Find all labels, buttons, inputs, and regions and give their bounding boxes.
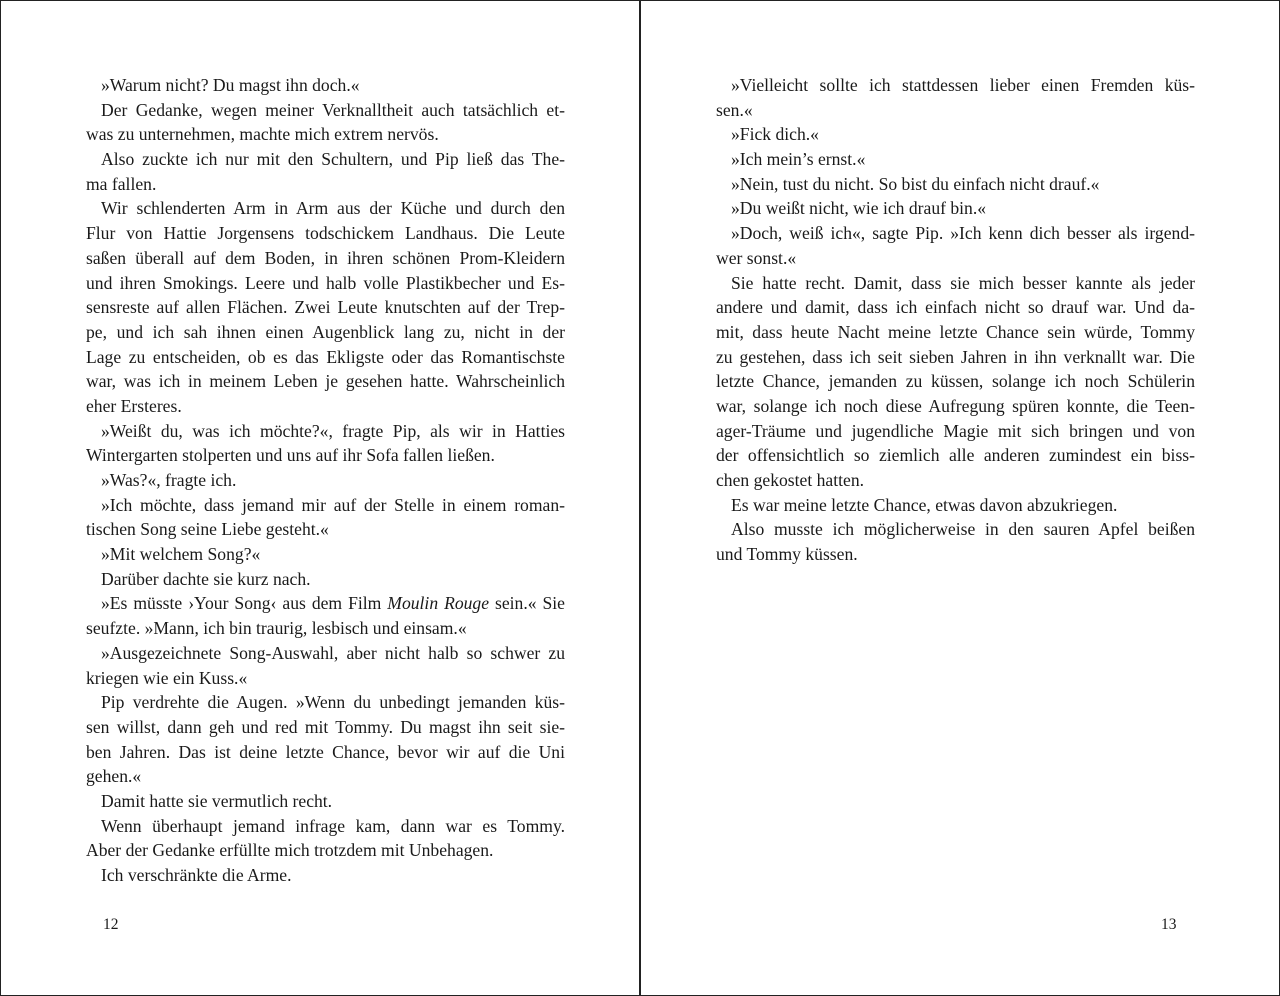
- text-line: »Mit welchem Song?«: [101, 544, 261, 565]
- text-line: »Was?«, fragte ich.: [101, 470, 237, 490]
- text-line: »Ich möchte, dass jemand mir auf der Stelle in einem roman-: [101, 494, 565, 515]
- text-line: ma fallen.: [86, 173, 157, 194]
- text-line: »Warum nicht? Du magst ihn doch.«: [101, 75, 360, 95]
- text-line: pe, und ich sah ihnen einen Augenblick lang zu, nicht in der: [86, 321, 565, 342]
- text-line: »Ich mein’s ernst.«: [731, 149, 866, 170]
- text-line: Flur von Hattie Jorgensens todschickem Landhaus. Die Leute: [86, 223, 565, 244]
- text-line: Damit hatte sie vermutlich recht.: [101, 790, 333, 811]
- text-line: Wir schlenderten Arm in Arm aus der Küche und durch den: [101, 198, 565, 219]
- text-line: wer sonst.«: [716, 247, 797, 268]
- text-line: sen.«: [716, 99, 753, 120]
- text-line: Also musste ich möglicherweise in den sauren Apfel beißen: [731, 519, 1195, 540]
- left-page-text: [86, 73, 565, 888]
- film-title-italic: Moulin Rouge: [387, 593, 490, 614]
- text-line: war, was ich in meinem Leben je gesehen hatte. Wahrscheinlich: [86, 371, 565, 392]
- left-page-number: 12: [103, 916, 119, 933]
- text-line: ager-Träume und jugendliche Magie mit sich bringen und von: [716, 420, 1195, 441]
- text-line: und ihren Smokings. Leere und halb volle Plastikbecher und Es-: [86, 272, 565, 293]
- text-line: sensreste auf allen Flächen. Zwei Leute knutschten auf der Trep-: [86, 297, 565, 318]
- text-line: »Fick dich.«: [731, 124, 819, 145]
- text-line: »Vielleicht sollte ich stattdessen lieber einen Fremden küs-: [731, 75, 1195, 95]
- text-line: »Weißt du, was ich möchte?«, fragte Pip, als wir in Hatties: [101, 420, 565, 441]
- text-line: ben Jahren. Das ist deine letzte Chance, bevor wir auf die Uni: [86, 741, 565, 762]
- text-line: sen willst, dann geh und red mit Tommy. Du magst ihn seit sie-: [86, 716, 565, 737]
- page-gutter-divider: [639, 1, 641, 995]
- text-line: der offensichtlich so ziemlich alle anderen zumindest ein biss-: [716, 445, 1195, 466]
- right-page-text: [716, 73, 1195, 567]
- text-line: letzte Chance, jemanden zu küssen, solange ich noch Schülerin: [716, 371, 1195, 392]
- text-line: Pip verdrehte die Augen. »Wenn du unbedingt jemanden küs-: [101, 692, 565, 713]
- right-page-number: 13: [1161, 916, 1177, 933]
- text-line: tischen Song seine Liebe gesteht.«: [86, 519, 329, 540]
- text-line: Es war meine letzte Chance, etwas davon abzukriegen.: [731, 494, 1118, 515]
- text-line: seufzte. »Mann, ich bin traurig, lesbisch und einsam.«: [86, 618, 467, 639]
- text-line: saßen überall auf dem Boden, in ihren schönen Prom-Kleidern: [86, 247, 565, 268]
- text-line: was zu unternehmen, machte mich extrem nervös.: [86, 124, 439, 145]
- text-line: Der Gedanke, wegen meiner Verknalltheit auch tatsächlich et-: [101, 99, 565, 120]
- text-line: Wenn überhaupt jemand infrage kam, dann war es Tommy.: [101, 815, 565, 836]
- text-line: »Doch, weiß ich«, sagte Pip. »Ich kenn dich besser als irgend-: [731, 223, 1195, 244]
- text-line: Aber der Gedanke erfüllte mich trotzdem mit Unbehagen.: [86, 840, 494, 861]
- text-line: Wintergarten stolperten und uns auf ihr Sofa fallen ließen.: [86, 445, 495, 466]
- text-line: »Nein, tust du nicht. So bist du einfach nicht drauf.«: [731, 173, 1100, 194]
- text-line: chen gekostet hatten.: [716, 470, 865, 490]
- text-line: mit, dass heute Nacht meine letzte Chance sein würde, Tommy: [716, 321, 1195, 342]
- text-line: war, solange ich noch diese Aufregung spüren konnte, die Teen-: [716, 395, 1195, 416]
- text-line: Also zuckte ich nur mit den Schultern, und Pip ließ das The-: [101, 149, 565, 170]
- text-line: andere und damit, dass ich einfach nicht so drauf war. Und da-: [716, 297, 1195, 318]
- text-line: »Ausgezeichnete Song-Auswahl, aber nicht halb so schwer zu: [101, 642, 565, 663]
- text-line: »Du weißt nicht, wie ich drauf bin.«: [731, 198, 987, 219]
- text-line: kriegen wie ein Kuss.«: [86, 667, 248, 688]
- text-line: gehen.«: [86, 766, 142, 787]
- text-line: Lage zu entscheiden, ob es das Ekligste oder das Romantischste: [86, 346, 565, 367]
- text-line: zu gestehen, dass ich seit sieben Jahren in ihn verknallt war. Die: [716, 346, 1195, 367]
- text-line: »Es müsste ›Your Song‹ aus dem Film Moulin Rouge sein.« Sie: [101, 593, 565, 614]
- text-line: Darüber dachte sie kurz nach.: [101, 568, 311, 589]
- text-line: und Tommy küssen.: [716, 544, 858, 565]
- text-line: Sie hatte recht. Damit, dass sie mich besser kannte als jeder: [731, 272, 1195, 293]
- text-line: Ich verschränkte die Arme.: [101, 865, 292, 885]
- text-line: eher Ersteres.: [86, 395, 182, 416]
